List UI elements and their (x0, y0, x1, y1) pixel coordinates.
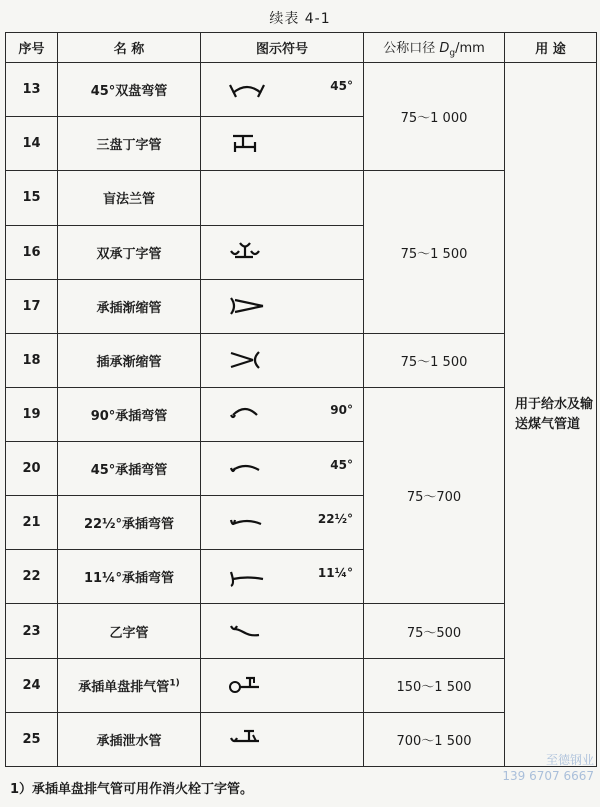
row-symbol (201, 712, 364, 766)
row-symbol (201, 387, 364, 441)
row-symbol (201, 496, 364, 550)
bend-angle: 22½° (317, 511, 353, 526)
spigot-socket-reducer-icon (227, 349, 287, 371)
row-symbol (201, 279, 364, 333)
row-name: 承插单盘排气管$^{1)}$ (58, 658, 201, 712)
triple-flange-tee-icon (227, 133, 287, 155)
row-name: 承插渐缩管 (58, 279, 201, 333)
row-name: 90°承插弯管 (58, 387, 201, 441)
row-symbol (201, 442, 364, 496)
row-name: 插承渐缩管 (58, 333, 201, 387)
diameter-cell: 75～500 (364, 604, 505, 658)
row-seq: 16 (6, 225, 58, 279)
row-symbol (201, 63, 364, 117)
socket-spigot-reducer-icon (227, 295, 287, 317)
row-name: 11¼°承插弯管 (58, 550, 201, 604)
bend-angle: 45° (330, 457, 353, 472)
table-footnote: 1）承插单盘排气管可用作消火栓丁字管。 (10, 782, 254, 797)
row-seq: 13 (6, 63, 58, 117)
row-symbol (201, 550, 364, 604)
row-name: 双承丁字管 (58, 225, 201, 279)
pipe-fittings-table (5, 32, 597, 767)
header-name: 名 称 (58, 33, 201, 63)
row-seq: 18 (6, 333, 58, 387)
row-name: 承插泄水管 (58, 712, 201, 766)
diameter-cell: 75～1 500 (364, 333, 505, 387)
row-symbol (201, 658, 364, 712)
row-seq: 19 (6, 387, 58, 441)
header-diameter: 公称口径 $D_g/mm$ (364, 33, 505, 63)
double-flange-bend-icon (227, 79, 287, 101)
table-caption: 续表 4-1 (269, 11, 331, 27)
row-symbol (201, 171, 364, 225)
watermark-phone: 139 6707 6667 (502, 769, 594, 783)
row-name: 45°双盘弯管 (58, 63, 201, 117)
row-seq: 20 (6, 442, 58, 496)
bend-angle: 11¼° (317, 565, 353, 580)
diameter-cell: 150～1 500 (364, 658, 505, 712)
drain-pipe-icon (227, 728, 287, 750)
socket-bend-11-icon (227, 566, 287, 588)
row-seq: 15 (6, 171, 58, 225)
bend-angle: 45° (330, 78, 353, 93)
offset-pipe-icon (227, 620, 287, 642)
row-seq: 21 (6, 496, 58, 550)
usage-cell: 用于给水及输 送煤气管道 (505, 63, 597, 767)
footnote-marker: 1) (169, 678, 180, 689)
diameter-cell: 75～700 (364, 387, 505, 604)
row-name: 22½°承插弯管 (58, 496, 201, 550)
row-seq: 24 (6, 658, 58, 712)
diameter-cell: 75～1 500 (364, 171, 505, 333)
row-name: 45°承插弯管 (58, 442, 201, 496)
socket-bend-90-icon (227, 403, 287, 425)
row-seq: 25 (6, 712, 58, 766)
vent-pipe-icon (227, 674, 287, 696)
header-seq: 序号 (6, 33, 58, 63)
diameter-cell: 75～1 000 (364, 63, 505, 171)
header-symbol: 图示符号 (201, 33, 364, 63)
socket-bend-22-icon (227, 512, 287, 534)
row-seq: 17 (6, 279, 58, 333)
row-symbol (201, 117, 364, 171)
watermark-company: 至德钢业 (545, 753, 594, 767)
row-seq: 22 (6, 550, 58, 604)
header-row (6, 33, 597, 63)
row-symbol (201, 604, 364, 658)
table-row (6, 63, 597, 117)
watermark (484, 752, 594, 784)
row-seq: 23 (6, 604, 58, 658)
socket-bend-45-icon (227, 458, 287, 480)
header-usage: 用 途 (505, 33, 597, 63)
row-symbol (201, 333, 364, 387)
diameter-cell: 700～1 500 (364, 712, 505, 766)
bend-angle: 90° (330, 403, 353, 418)
row-name: 乙字管 (58, 604, 201, 658)
row-seq: 14 (6, 117, 58, 171)
row-symbol (201, 225, 364, 279)
row-name: 盲法兰管 (58, 171, 201, 225)
double-socket-tee-icon (227, 241, 287, 263)
row-name: 三盘丁字管 (58, 117, 201, 171)
